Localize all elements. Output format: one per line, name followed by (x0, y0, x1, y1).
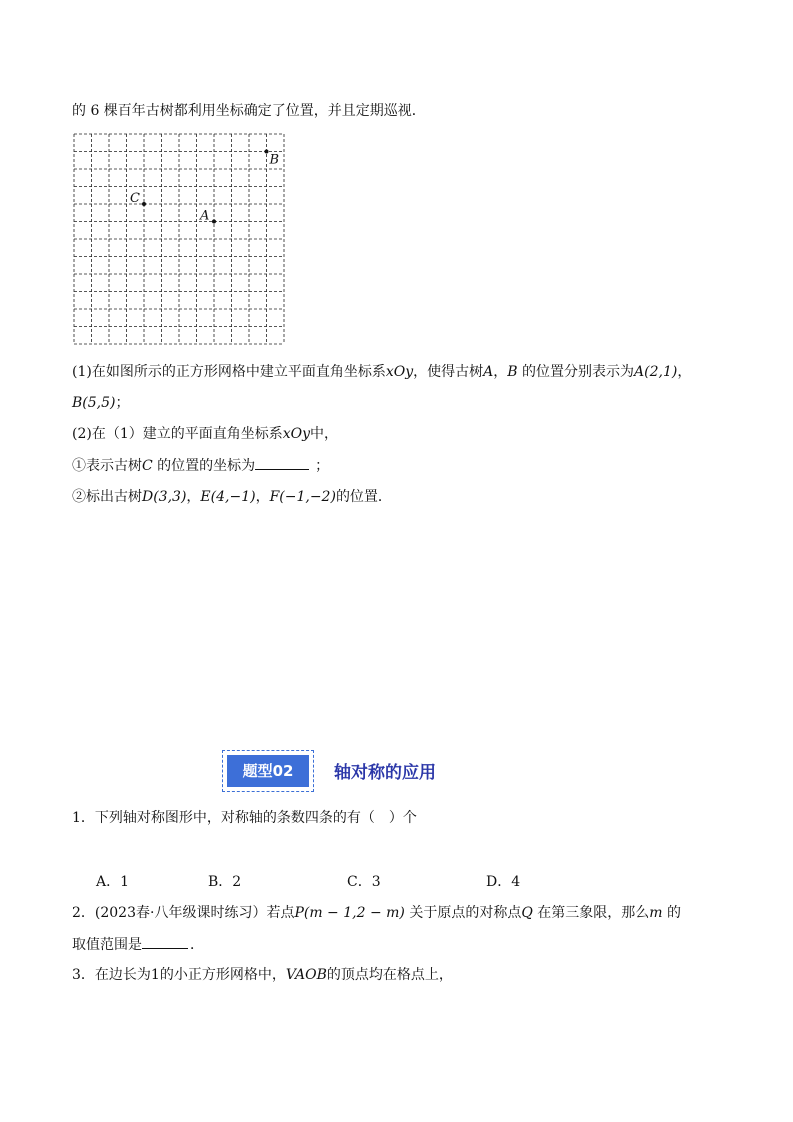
q1-option-c[interactable]: C．3 (347, 874, 381, 890)
question-2-cont: 取值范围是 ． (72, 934, 204, 955)
question-1: 1．下列轴对称图形中，对称轴的条数四条的有（ ）个 (72, 810, 417, 826)
question-part-2-ii: ②标出古树D(3,3)，E(4,−1)，F(−1,−2)的位置． (72, 489, 392, 505)
q1-option-a[interactable]: A．1 (96, 874, 130, 890)
section-title: 轴对称的应用 (334, 763, 436, 783)
answer-blank-c[interactable] (255, 455, 309, 470)
q1-option-b[interactable]: B．2 (208, 874, 242, 890)
section-tag: 题型02 (227, 755, 309, 787)
question-part-1: (1)在如图所示的正方形网格中建立平面直角坐标系xOy，使得古树A，B 的位置分别表示为A(2,1)， (72, 364, 692, 380)
question-3: 3．在边长为1的小正方形网格中，VAOB的顶点均在格点上， (72, 967, 453, 983)
point-c (142, 202, 146, 206)
point-label-c: C (130, 191, 140, 206)
point-label-b: B (269, 152, 280, 168)
grid-figure (72, 132, 288, 348)
point-label-a: A (200, 208, 210, 224)
point-a (212, 220, 216, 224)
section-tag-banner (222, 750, 314, 792)
point-b (265, 150, 269, 154)
question-part-2-i: ①表示古树C 的位置的坐标为 ； (72, 455, 329, 476)
answer-blank-m[interactable] (142, 934, 188, 949)
question-2: 2．(2023春·八年级课时练习）若点P(m − 1,2 − m) 关于原点的对称点Q 在第三象限，那么m 的 (72, 905, 681, 921)
intro-text: 的 6 棵百年古树都利用坐标确定了位置，并且定期巡视． (72, 103, 426, 119)
question-part-2: (2)在（1）建立的平面直角坐标系xOy中， (72, 426, 339, 442)
question-part-1-cont: B(5,5)； (72, 395, 130, 411)
q1-option-d[interactable]: D．4 (486, 874, 521, 890)
